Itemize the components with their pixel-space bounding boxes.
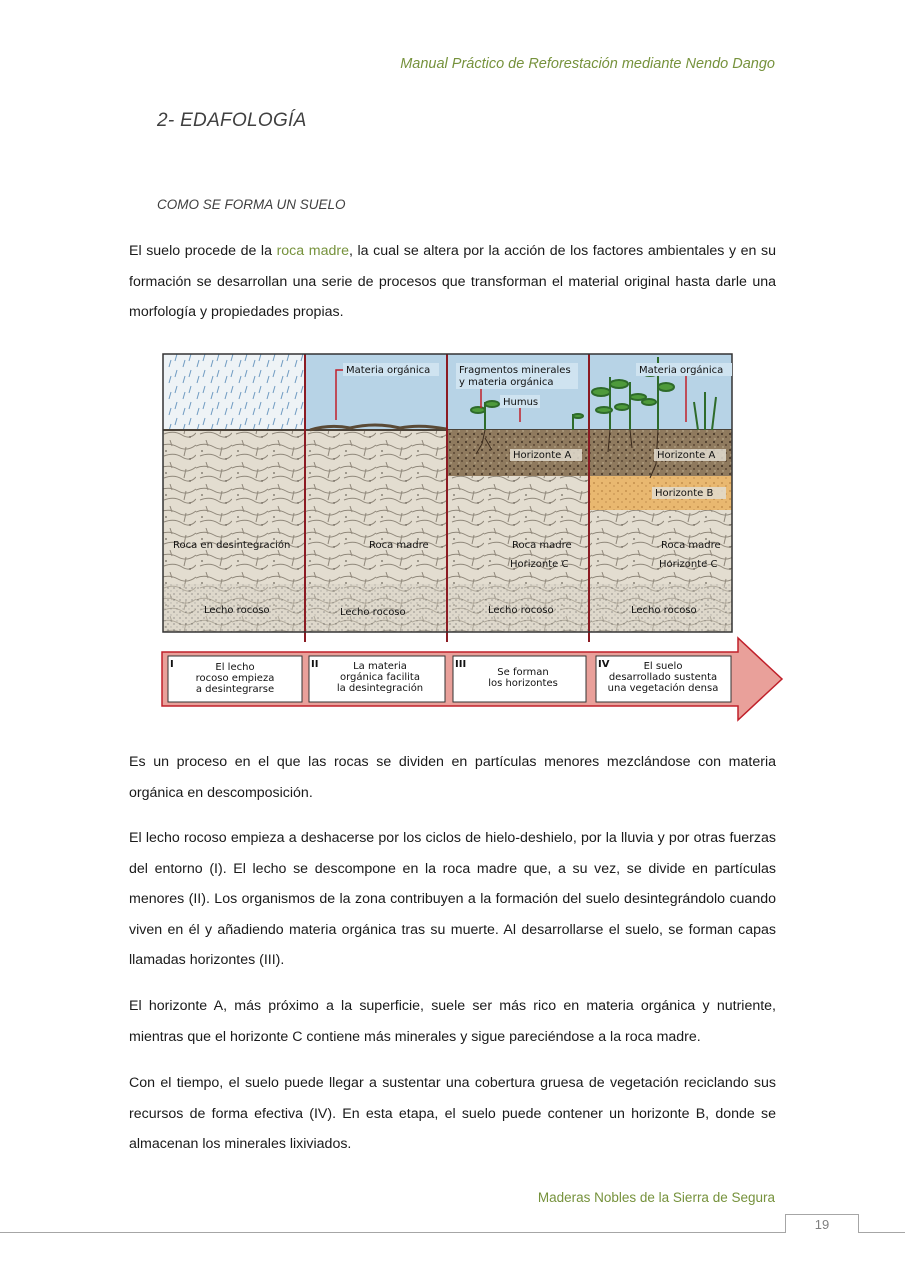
stage-2-line-3: la desintegración	[336, 683, 424, 694]
label-horizonte-b-4: Horizonte B	[655, 488, 714, 499]
paragraph-1: Es un proceso en el que las rocas se dividen en partículas menores mezclándose con materia orgánica en descomposición.	[129, 754, 776, 801]
footer-rule	[0, 1232, 905, 1233]
label-roca-madre-4: Roca madre	[661, 540, 721, 551]
highlight-roca-madre: roca madre	[276, 243, 349, 259]
label-lecho-4: Lecho rocoso	[631, 605, 697, 616]
label-roca-madre-3: Roca madre	[512, 540, 572, 551]
stage-1-line-3: a desintegrarse	[195, 684, 275, 695]
label-horizonte-c-3: Horizonte C	[510, 559, 569, 570]
subsection-title: COMO SE FORMA UN SUELO	[157, 197, 346, 212]
label-horizonte-c-4: Horizonte C	[659, 559, 718, 570]
stage-4-line-3: una vegetación densa	[607, 683, 719, 694]
page-number: 19	[785, 1214, 859, 1233]
label-horizonte-a-4: Horizonte A	[657, 450, 716, 461]
intro-text-start: El suelo procede de la	[129, 243, 277, 259]
stage-1-numeral: I	[170, 659, 174, 670]
stage-2-line-2: orgánica facilita	[340, 672, 420, 683]
label-lecho-1: Lecho rocoso	[204, 605, 270, 616]
paragraph-3: El horizonte A, más próximo a la superficie, suele ser más rico en materia orgánica y nutriente, mientras que el horizonte C contiene más minerales y sigue pareciéndose a la roca madre.	[129, 998, 776, 1045]
stage-4-line-1: El suelo	[643, 661, 683, 672]
label-humus: Humus	[503, 397, 539, 408]
stage-2-line-1: La materia	[353, 661, 407, 672]
label-fragmentos-2: y materia orgánica	[459, 377, 554, 388]
section-title: 2- EDAFOLOGÍA	[157, 110, 307, 131]
label-roca-desintegracion: Roca en desintegración	[173, 540, 291, 551]
stage-3-numeral: III	[455, 659, 467, 670]
label-materia-organica-2: Materia orgánica	[639, 365, 724, 376]
footer-text: Maderas Nobles de la Sierra de Segura	[537, 1190, 775, 1205]
stage-3-line-2: los horizontes	[488, 678, 558, 689]
label-roca-madre-2: Roca madre	[369, 540, 429, 551]
stage-4-numeral: IV	[598, 659, 610, 670]
label-lecho-3: Lecho rocoso	[488, 605, 554, 616]
stage-2-numeral: II	[311, 659, 319, 670]
running-header: Manual Práctico de Reforestación mediante Nendo Dango	[400, 56, 775, 72]
soil-formation-figure	[160, 352, 786, 724]
label-fragmentos-1: Fragmentos minerales	[459, 365, 571, 376]
intro-paragraph	[129, 236, 776, 328]
paragraph-2: El lecho rocoso empieza a deshacerse por los ciclos de hielo-deshielo, por la lluvia y por otras fuerzas del entorno (I). El lecho se descompone en la roca madre que, a su vez, se divide en partículas menores (II). Los organismos de la zona contribuyen a la formación del suelo desintegrándolo cuando viven en él y añadiendo materia orgánica tras su muerte. Al desarrollarse el suelo, se forman capas llamadas horizontes (III).	[129, 830, 776, 968]
stage-3-line-1: Se forman	[497, 667, 549, 678]
label-horizonte-a-3: Horizonte A	[513, 450, 572, 461]
stage-4-line-2: desarrollado sustenta	[608, 672, 718, 683]
label-lecho-2: Lecho rocoso	[340, 607, 406, 618]
label-materia-organica-1: Materia orgánica	[346, 365, 431, 376]
stage-1-line-2: rocoso empieza	[195, 673, 275, 684]
paragraph-4: Con el tiempo, el suelo puede llegar a sustentar una cobertura gruesa de vegetación reciclando sus recursos de forma efectiva (IV). En esta etapa, el suelo puede contener un horizonte B, donde se almacenan los minerales lixiviados.	[129, 1075, 776, 1152]
stage-1-line-1: El lecho	[215, 662, 255, 673]
intro-text-end: , la cual se altera por la acción de los factores ambientales y en su formación se desarrollan una serie de procesos que transforman el material original hasta darle una morfología y propiedades propias.	[129, 243, 776, 320]
